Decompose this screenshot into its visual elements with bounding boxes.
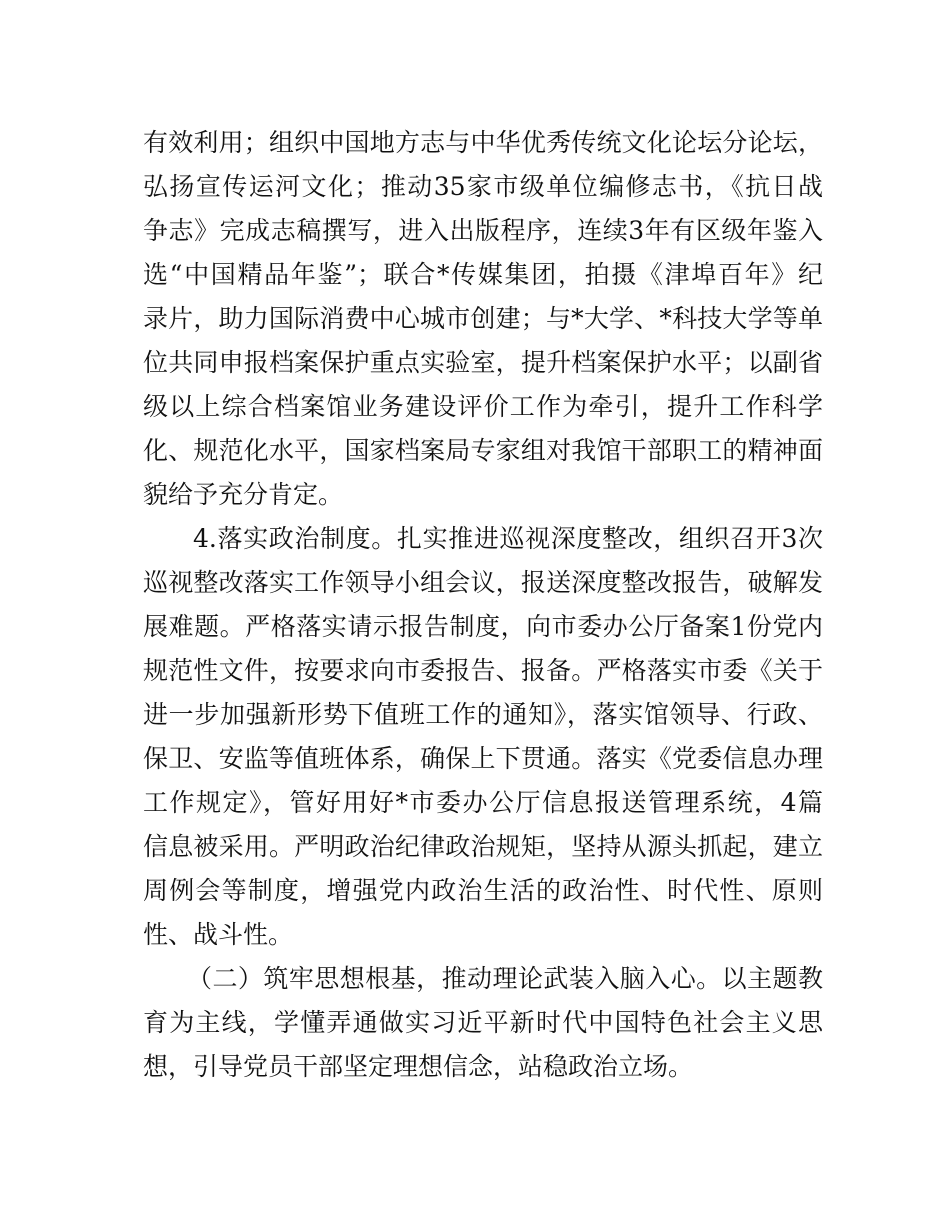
text-line: 信息被采用。严明政治纪律政治规矩，坚持从源头抓起，建立 — [143, 832, 823, 861]
section-heading-line: （二）筑牢思想根基，推动理论武装入脑入心。以主题教 — [187, 964, 823, 993]
text-line: 争志》完成志稿撰写，进入出版程序，连续3年有区级年鉴入 — [143, 216, 823, 245]
paragraph-3 — [143, 957, 823, 1089]
text-line: 保卫、安监等值班体系，确保上下贯通。落实《党委信息办理 — [143, 744, 823, 773]
text-line: 位共同申报档案保护重点实验室，提升档案保护水平；以副省 — [143, 348, 823, 377]
text-line: 工作规定》，管好用好*市委办公厅信息报送管理系统，4篇 — [143, 788, 823, 817]
text-line: 进一步加强新形势下值班工作的通知》，落实馆领导、行政、 — [143, 700, 823, 729]
document-body — [143, 121, 823, 1089]
text-line: 想，引导党员干部坚定理想信念，站稳政治立场。 — [143, 1052, 694, 1081]
text-line: 4.落实政治制度。扎实推进巡视深度整改，组织召开3次 — [193, 524, 823, 553]
text-line: 规范性文件，按要求向市委报告、报备。严格落实市委《关于 — [143, 656, 823, 685]
text-line: 展难题。严格落实请示报告制度，向市委办公厅备案1份党内 — [143, 612, 823, 641]
text-line: 有效利用；组织中国地方志与中华优秀传统文化论坛分论坛， — [143, 128, 823, 157]
text-line: 选“中国精品年鉴”；联合*传媒集团，拍摄《津埠百年》纪 — [143, 260, 823, 289]
paragraph-2 — [143, 517, 823, 957]
text-line: 化、规范化水平，国家档案局专家组对我馆干部职工的精神面 — [143, 436, 823, 465]
text-line: 巡视整改落实工作领导小组会议，报送深度整改报告，破解发 — [143, 568, 823, 597]
text-line: 周例会等制度，增强党内政治生活的政治性、时代性、原则 — [143, 876, 823, 905]
text-line: 育为主线，学懂弄通做实习近平新时代中国特色社会主义思 — [143, 1008, 823, 1037]
text-line: 性、战斗性。 — [143, 920, 294, 949]
paragraph-1 — [143, 121, 823, 517]
text-line: 录片，助力国际消费中心城市创建；与*大学、*科技大学等单 — [143, 304, 823, 333]
text-line: 貌给予充分肯定。 — [143, 480, 344, 509]
text-line: 弘扬宣传运河文化；推动35家市级单位编修志书，《抗日战 — [143, 172, 823, 201]
text-line: 级以上综合档案馆业务建设评价工作为牵引，提升工作科学 — [143, 392, 823, 421]
